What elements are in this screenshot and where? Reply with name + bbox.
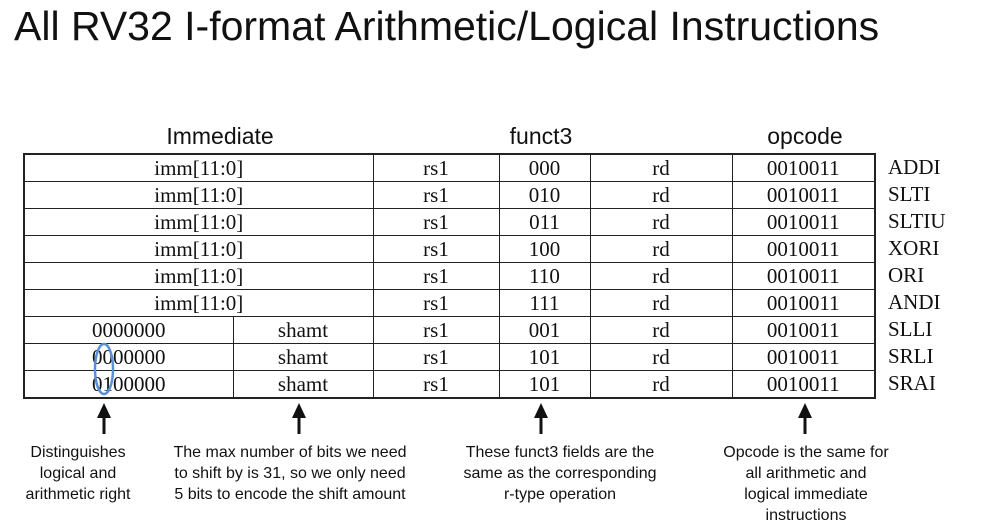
funct3-field: 000 [499,154,590,182]
rd-field: rd [590,371,732,399]
opcode-field: 0010011 [732,317,875,344]
table-row [24,317,875,344]
mnemonic-label: SLTI [888,182,931,206]
table-row [24,154,875,182]
rd-field: rd [590,182,732,209]
mnemonic-label: SRLI [888,344,934,368]
opcode-field: 0010011 [732,371,875,399]
table-row [24,344,875,371]
table-row [24,182,875,209]
arrow-up-icon [798,403,812,434]
funct3-field: 101 [499,371,590,399]
imm-field: imm[11:0] [24,290,373,317]
annotation-funct3: These funct3 fields are the same as the corresponding r-type operation [463,444,657,503]
funct3-field: 010 [499,182,590,209]
annotation-shift-amount: The max number of bits we need to shift by is 31, so we only need 5 bits to encode the shift amount [173,444,407,503]
table-row [24,263,875,290]
mnemonic-label: SLTIU [888,209,946,233]
header-opcode: opcode [767,123,843,149]
annotation-opcode: Opcode is the same for all arithmetic and logical immediate instructions [723,444,889,524]
arrow-up-icon [97,403,111,434]
opcode-field: 0010011 [732,154,875,182]
opcode-field: 0010011 [732,209,875,236]
table-row [24,290,875,317]
rd-field: rd [590,209,732,236]
encoding-table [23,153,876,399]
rd-field: rd [590,263,732,290]
shamt-field: shamt [233,317,373,344]
table-row [24,209,875,236]
imm-field: imm[11:0] [24,182,373,209]
rs1-field: rs1 [373,236,499,263]
imm-field: imm[11:0] [24,154,373,182]
rs1-field: rs1 [373,317,499,344]
header-immediate: Immediate [166,123,274,149]
table-row [24,236,875,263]
slide-title: All RV32 I-format Arithmetic/Logical Instructions [14,3,880,49]
opcode-field: 0010011 [732,236,875,263]
mnemonic-label: SRAI [888,371,936,395]
arrow-up-icon [292,403,306,434]
funct3-field: 110 [499,263,590,290]
opcode-field: 0010011 [732,182,875,209]
annotation-distinguishes: Distinguishes logical and arithmetic right [25,444,131,503]
upper-imm-field: 0100000 [24,371,233,399]
opcode-field: 0010011 [732,290,875,317]
rs1-field: rs1 [373,371,499,399]
rd-field: rd [590,236,732,263]
opcode-field: 0010011 [732,263,875,290]
rs1-field: rs1 [373,344,499,371]
rs1-field: rs1 [373,263,499,290]
funct3-field: 101 [499,344,590,371]
upper-imm-field: 0000000 [24,317,233,344]
mnemonic-label: ORI [888,263,925,287]
funct3-field: 100 [499,236,590,263]
rd-field: rd [590,290,732,317]
header-funct3: funct3 [509,123,573,149]
rd-field: rd [590,154,732,182]
rs1-field: rs1 [373,154,499,182]
rs1-field: rs1 [373,182,499,209]
mnemonic-label: ANDI [888,290,941,314]
shamt-field: shamt [233,344,373,371]
imm-field: imm[11:0] [24,209,373,236]
mnemonic-label: XORI [888,236,940,260]
mnemonic-label: SLLI [888,317,933,341]
opcode-field: 0010011 [732,344,875,371]
rs1-field: rs1 [373,209,499,236]
upper-imm-field: 0000000 [24,344,233,371]
funct3-field: 001 [499,317,590,344]
rd-field: rd [590,317,732,344]
arrow-up-icon [534,403,548,434]
rd-field: rd [590,344,732,371]
funct3-field: 111 [499,290,590,317]
table-row [24,371,875,399]
mnemonic-label: ADDI [888,155,941,179]
imm-field: imm[11:0] [24,263,373,290]
shamt-field: shamt [233,371,373,399]
funct3-field: 011 [499,209,590,236]
rs1-field: rs1 [373,290,499,317]
imm-field: imm[11:0] [24,236,373,263]
